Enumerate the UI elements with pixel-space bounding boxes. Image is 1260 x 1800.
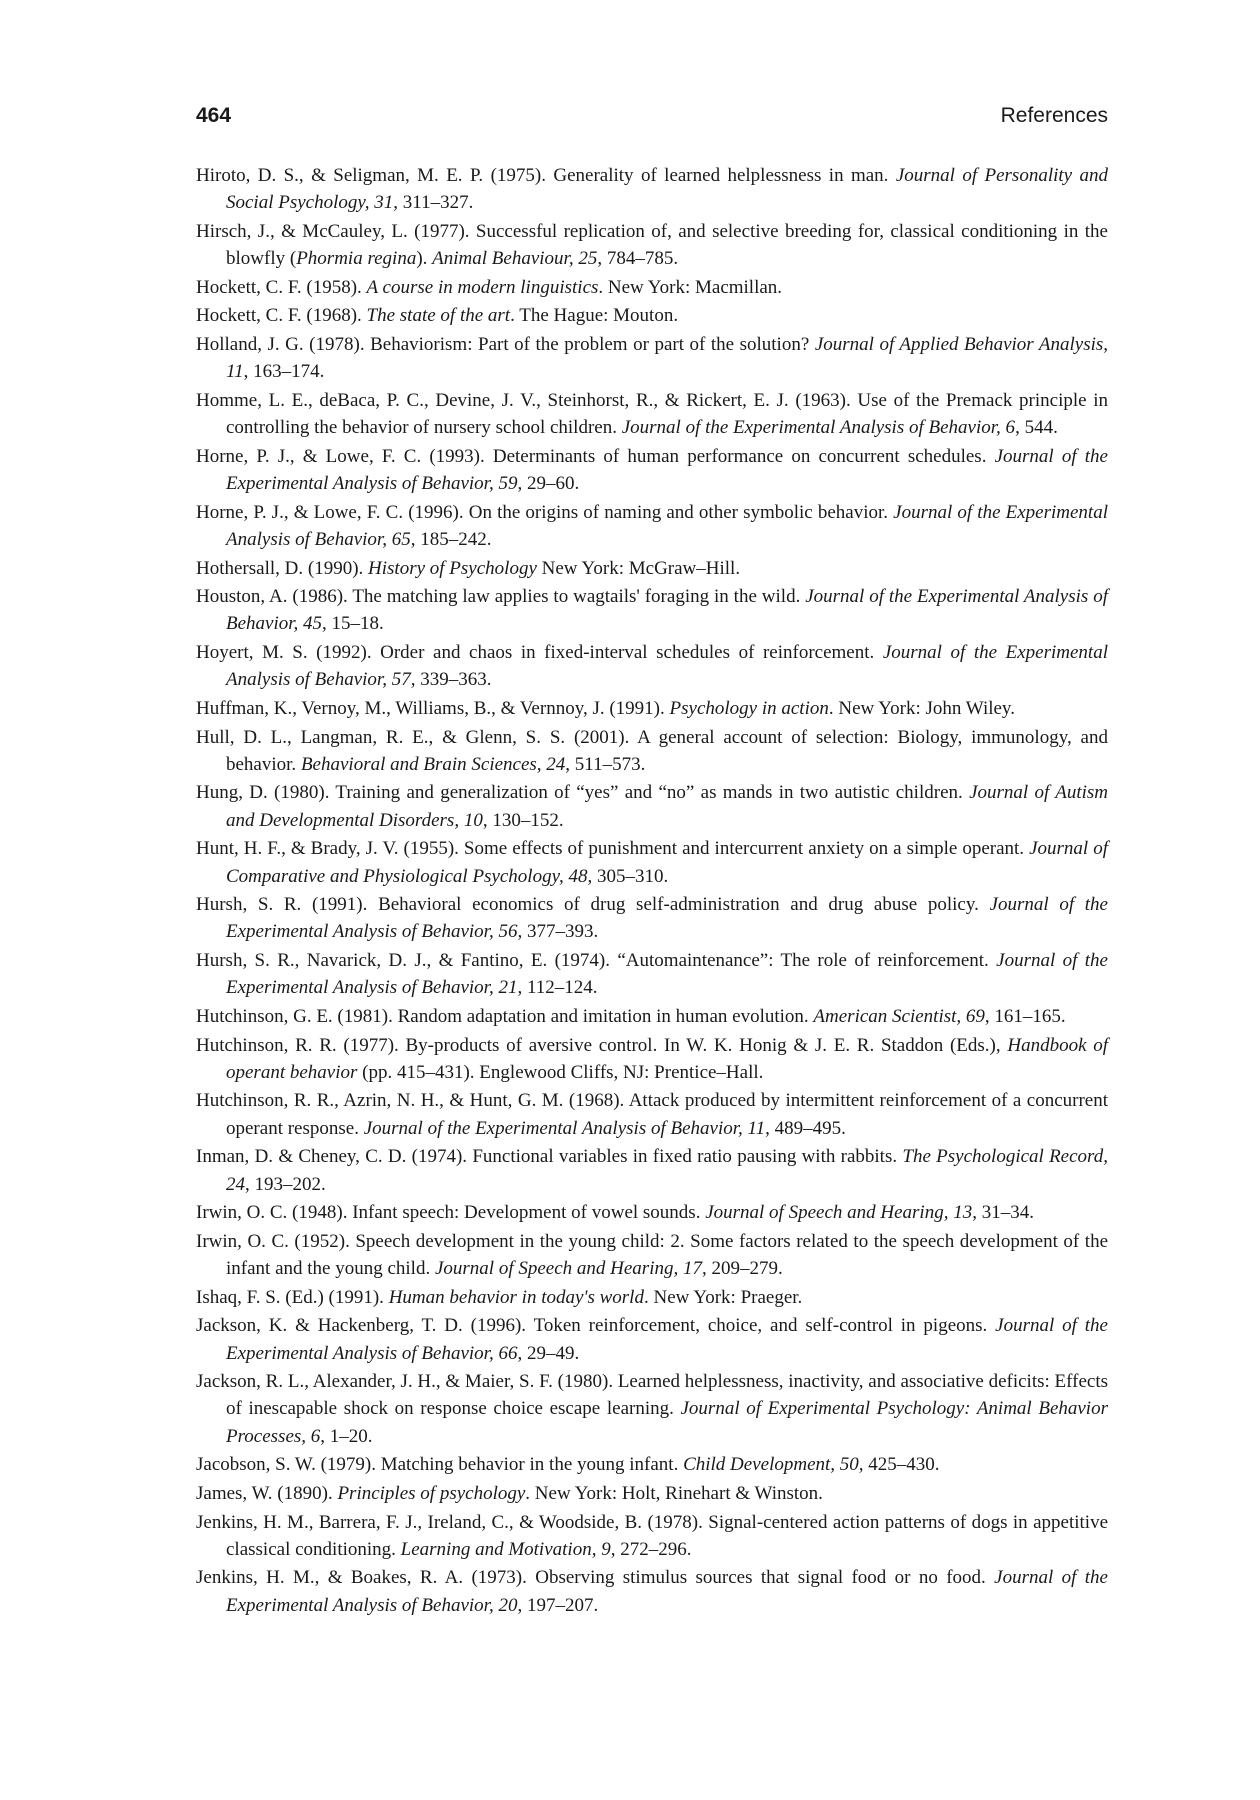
reference-entry bbox=[196, 218, 1108, 273]
reference-text: Hirsch, J., & McCauley, L. (1977). Successful replication of, and selective breeding for, classical conditioning in the blowfly ( bbox=[196, 220, 1108, 270]
reference-text: , 161–165. bbox=[984, 1005, 1066, 1027]
reference-text: Jacobson, S. W. (1979). Matching behavior in the young infant. bbox=[196, 1454, 684, 1476]
reference-text: Hockett, C. F. (1958). bbox=[196, 276, 367, 298]
reference-entry bbox=[196, 1368, 1108, 1450]
reference-text: Jenkins, H. M., & Boakes, R. A. (1973). Observing stimulus sources that signal food or no food. bbox=[196, 1567, 995, 1589]
reference-entry bbox=[196, 302, 1108, 329]
reference-text: Hockett, C. F. (1968). bbox=[196, 305, 367, 327]
reference-source-title: Journal of Personality and Social Psychology, 31 bbox=[226, 165, 1108, 214]
reference-text: , 31–34. bbox=[972, 1202, 1034, 1224]
reference-entry bbox=[196, 1032, 1108, 1087]
reference-entry bbox=[196, 835, 1108, 890]
reference-text: , 1–20. bbox=[320, 1425, 373, 1447]
reference-text: , 311–327. bbox=[393, 192, 474, 214]
reference-text: Hursh, S. R., Navarick, D. J., & Fantino, E. (1974). “Automaintenance”: The role of reinforcement. bbox=[196, 950, 997, 972]
reference-text: Jackson, R. L., Alexander, J. H., & Maier, S. F. (1980). Learned helplessness, inactivity, and associative deficits: Effects of inescapable shock on response choice escape learning. bbox=[196, 1371, 1108, 1420]
running-head bbox=[196, 104, 1108, 136]
reference-text: Homme, L. E., deBaca, P. C., Devine, J. V., Steinhorst, R., & Rickert, E. J. (1963). Use of the Premack principle in controlling the behavior of nursery school children. bbox=[196, 389, 1108, 439]
reference-text: ). bbox=[416, 248, 433, 270]
reference-source-title: Journal of the Experimental Analysis of Behavior, 56 bbox=[226, 894, 1108, 943]
reference-source-title: Journal of the Experimental Analysis of Behavior, 66 bbox=[226, 1315, 1108, 1364]
reference-text: , 15–18. bbox=[322, 613, 384, 635]
reference-entry bbox=[196, 443, 1108, 498]
reference-source-title: A course in modern linguistics bbox=[366, 276, 599, 298]
reference-entry bbox=[196, 891, 1108, 946]
reference-source-title: Phormia regina bbox=[296, 248, 417, 270]
reference-source-title: Journal of Autism and Developmental Disorders, 10 bbox=[226, 782, 1108, 831]
reference-text: , 544. bbox=[1015, 417, 1058, 439]
reference-text: , 130–152. bbox=[482, 809, 564, 831]
reference-text: Irwin, O. C. (1948). Infant speech: Development of vowel sounds. bbox=[196, 1202, 706, 1224]
reference-text: Hursh, S. R. (1991). Behavioral economics of drug self-administration and drug abuse policy. bbox=[196, 894, 990, 916]
reference-entry bbox=[196, 1480, 1108, 1507]
reference-entry bbox=[196, 1003, 1108, 1030]
section-title: References bbox=[1000, 104, 1108, 127]
reference-source-title: The Psychological Record, 24 bbox=[226, 1146, 1108, 1195]
reference-source-title: Journal of the Experimental Analysis of Behavior, 45 bbox=[226, 586, 1108, 635]
reference-source-title: Journal of the Experimental Analysis of Behavior, 6 bbox=[621, 417, 1016, 439]
reference-source-title: Principles of psychology bbox=[337, 1482, 526, 1504]
reference-text: , 29–49. bbox=[517, 1342, 580, 1364]
reference-source-title: American Scientist, 69 bbox=[813, 1005, 985, 1027]
reference-text: , 193–202. bbox=[245, 1173, 326, 1195]
reference-text: , 185–242. bbox=[410, 528, 492, 550]
reference-text: Horne, P. J., & Lowe, F. C. (1993). Determinants of human performance on concurrent schedules. bbox=[196, 445, 995, 467]
reference-source-title: Journal of the Experimental Analysis of Behavior, 20 bbox=[226, 1567, 1108, 1616]
reference-entry bbox=[196, 1312, 1108, 1367]
reference-text: Hunt, H. F., & Brady, J. V. (1955). Some effects of punishment and intercurrent anxiety on a simple operant. bbox=[196, 838, 1030, 860]
reference-text: Holland, J. G. (1978). Behaviorism: Part of the problem or part of the solution? bbox=[196, 333, 815, 355]
reference-entry bbox=[196, 1451, 1108, 1478]
reference-source-title: Learning and Motivation, 9 bbox=[400, 1538, 611, 1560]
page-number: 464 bbox=[196, 104, 232, 127]
reference-text: Ishaq, F. S. (Ed.) (1991). bbox=[196, 1286, 389, 1308]
reference-text: Huffman, K., Vernoy, M., Williams, B., & Vernnoy, J. (1991). bbox=[196, 697, 670, 719]
reference-entry bbox=[196, 583, 1108, 638]
reference-source-title: Animal Behaviour, 25 bbox=[432, 248, 598, 270]
reference-text: , 489–495. bbox=[765, 1117, 846, 1139]
reference-text: Hung, D. (1980). Training and generalization of “yes” and “no” as mands in two autistic children. bbox=[196, 782, 970, 804]
reference-source-title: Journal of the Experimental Analysis of Behavior, 57 bbox=[226, 642, 1108, 691]
reference-entry bbox=[196, 499, 1108, 554]
reference-text: , 29–60. bbox=[517, 473, 580, 495]
reference-entry bbox=[196, 695, 1108, 722]
reference-text: , 163–174. bbox=[243, 361, 325, 383]
reference-text: . New York: John Wiley. bbox=[828, 697, 1015, 719]
reference-text: , 784–785. bbox=[597, 248, 679, 270]
reference-text: , 377–393. bbox=[517, 921, 599, 943]
reference-source-title: History of Psychology bbox=[368, 557, 537, 579]
reference-text: James, W. (1890). bbox=[196, 1482, 338, 1504]
reference-text: , 197–207. bbox=[517, 1594, 599, 1616]
reference-text: . The Hague: Mouton. bbox=[510, 305, 679, 327]
reference-entry bbox=[196, 1284, 1108, 1311]
reference-entry bbox=[196, 162, 1108, 217]
reference-text: Hiroto, D. S., & Seligman, M. E. P. (1975). Generality of learned helplessness in man. bbox=[196, 165, 896, 186]
reference-entry bbox=[196, 274, 1108, 301]
reference-source-title: Behavioral and Brain Sciences, 24 bbox=[300, 753, 566, 775]
reference-entry bbox=[196, 387, 1108, 442]
reference-entry bbox=[196, 779, 1108, 834]
reference-text: (pp. 415–431). Englewood Cliffs, NJ: Prentice–Hall. bbox=[357, 1061, 764, 1083]
reference-source-title: Journal of Speech and Hearing, 13 bbox=[705, 1202, 973, 1224]
reference-text: , 209–279. bbox=[701, 1258, 783, 1280]
reference-text: Inman, D. & Cheney, C. D. (1974). Functional variables in fixed ratio pausing with rabbits. bbox=[196, 1146, 903, 1168]
reference-entry bbox=[196, 555, 1108, 582]
reference-text: Hothersall, D. (1990). bbox=[196, 557, 369, 579]
reference-text: Jackson, K. & Hackenberg, T. D. (1996). Token reinforcement, choice, and self-control in pigeons. bbox=[196, 1315, 996, 1337]
reference-entry bbox=[196, 1199, 1108, 1226]
reference-text: , 112–124. bbox=[517, 977, 598, 999]
reference-source-title: Human behavior in today's world bbox=[388, 1286, 644, 1308]
reference-entry bbox=[196, 724, 1108, 779]
reference-text: Irwin, O. C. (1952). Speech development in the young child: 2. Some factors related to the speech development of the infant and the young child. bbox=[196, 1230, 1108, 1280]
reference-entry bbox=[196, 947, 1108, 1002]
reference-text: , 305–310. bbox=[587, 865, 669, 887]
reference-text: Hutchinson, R. R. (1977). By-products of aversive control. In W. K. Honig & J. E. R. Staddon (Eds.), bbox=[196, 1034, 1008, 1056]
reference-entry bbox=[196, 1143, 1108, 1198]
reference-entry bbox=[196, 1087, 1108, 1142]
reference-text: Houston, A. (1986). The matching law applies to wagtails' foraging in the wild. bbox=[196, 586, 806, 608]
reference-text: , 339–363. bbox=[410, 669, 492, 691]
reference-text: . New York: Macmillan. bbox=[598, 276, 783, 298]
reference-source-title: Journal of Comparative and Physiological Psychology, 48 bbox=[226, 838, 1108, 887]
reference-source-title: Psychology in action bbox=[669, 697, 829, 719]
reference-text: . New York: Holt, Rinehart & Winston. bbox=[525, 1482, 823, 1504]
reference-source-title: Journal of the Experimental Analysis of Behavior, 59 bbox=[226, 445, 1108, 495]
reference-source-title: Journal of the Experimental Analysis of Behavior, 11 bbox=[363, 1117, 766, 1139]
reference-source-title: Journal of Speech and Hearing, 17 bbox=[434, 1258, 702, 1280]
reference-text: , 272–296. bbox=[610, 1538, 692, 1560]
reference-entry bbox=[196, 1564, 1108, 1619]
reference-source-title: Handbook of operant behavior bbox=[226, 1034, 1109, 1083]
reference-text: . New York: Praeger. bbox=[643, 1286, 803, 1308]
reference-source-title: Journal of Applied Behavior Analysis, 11 bbox=[226, 333, 1109, 383]
reference-source-title: Child Development, 50 bbox=[683, 1454, 859, 1476]
reference-source-title: Journal of Experimental Psychology: Animal Behavior Processes, 6 bbox=[226, 1398, 1108, 1447]
reference-text: Hutchinson, R. R., Azrin, N. H., & Hunt, G. M. (1968). Attack produced by intermittent reinforcement of a concurrent operant response. bbox=[196, 1090, 1108, 1139]
reference-text: Hoyert, M. S. (1992). Order and chaos in fixed-interval schedules of reinforcement. bbox=[196, 642, 883, 664]
reference-text: Jenkins, H. M., Barrera, F. J., Ireland, C., & Woodside, B. (1978). Signal-centered action patterns of dogs in appetitive classical conditioning. bbox=[196, 1511, 1108, 1560]
reference-source-title: Journal of the Experimental Analysis of Behavior, 65 bbox=[226, 501, 1108, 550]
reference-text: , 425–430. bbox=[858, 1454, 940, 1476]
reference-text: , 511–573. bbox=[565, 753, 646, 775]
reference-entry bbox=[196, 639, 1108, 694]
reference-text: New York: McGraw–Hill. bbox=[536, 557, 741, 579]
reference-entry bbox=[196, 1509, 1108, 1564]
reference-list bbox=[196, 162, 1108, 1620]
reference-text: Hull, D. L., Langman, R. E., & Glenn, S. S. (2001). A general account of selection: Biology, immunology, and behavior. bbox=[196, 726, 1108, 775]
reference-entry bbox=[196, 1228, 1108, 1283]
reference-source-title: Journal of the Experimental Analysis of Behavior, 21 bbox=[226, 950, 1108, 999]
reference-text: Hutchinson, G. E. (1981). Random adaptation and imitation in human evolution. bbox=[196, 1005, 814, 1027]
reference-source-title: The state of the art bbox=[366, 305, 511, 327]
reference-entry bbox=[196, 331, 1108, 386]
reference-text: Horne, P. J., & Lowe, F. C. (1996). On the origins of naming and other symbolic behavior. bbox=[196, 501, 894, 523]
